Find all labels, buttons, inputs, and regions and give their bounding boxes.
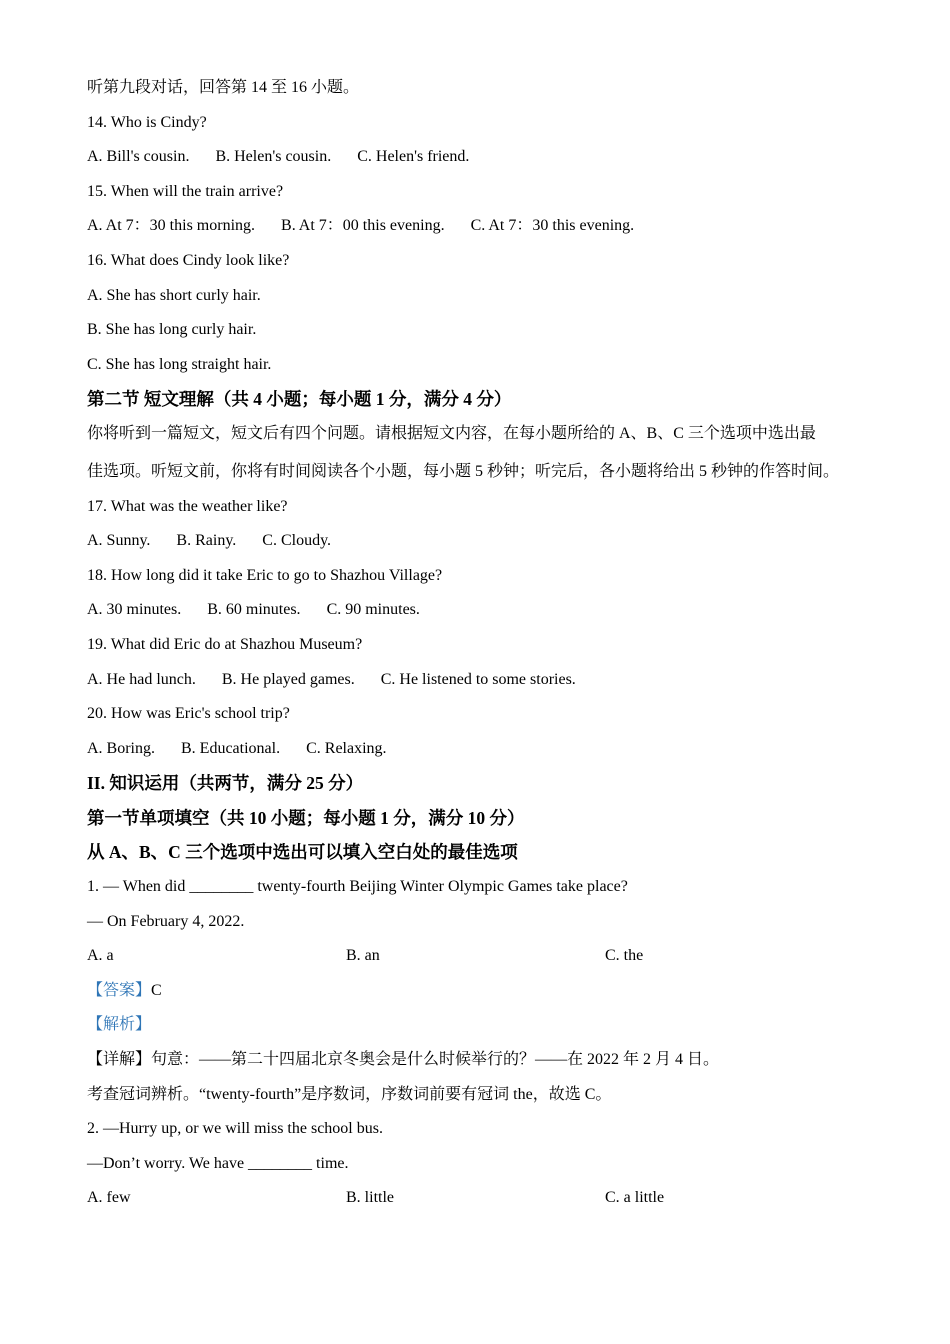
document-page bbox=[87, 78, 887, 1223]
analysis-tag: 【解析】 bbox=[87, 1016, 152, 1034]
option-c: C. Helen's friend. bbox=[357, 148, 470, 166]
option-b: B. At 7：00 this evening. bbox=[281, 217, 445, 235]
option-c: C. He listened to some stories. bbox=[380, 670, 576, 688]
question-15-options bbox=[87, 216, 887, 236]
knowledge-question-1: 1. — When did ________ twenty-fourth Beijing Winter Olympic Games take place? bbox=[87, 878, 628, 896]
section-heading: 第一节单项填空（共 10 小题；每小题 1 分，满分 10 分） bbox=[87, 807, 525, 828]
option-a: A. She has short curly hair. bbox=[87, 286, 261, 304]
answer-tag: 【答案】 bbox=[87, 981, 152, 999]
knowledge-question-2-options bbox=[87, 1188, 887, 1208]
option-a: A. Boring. bbox=[87, 739, 155, 757]
option-a: A. 30 minutes. bbox=[87, 601, 182, 619]
option-c: C. the bbox=[605, 947, 644, 965]
option-b: B. an bbox=[346, 947, 380, 965]
option-a: A. Sunny. bbox=[87, 532, 151, 550]
analysis-line bbox=[87, 1015, 887, 1035]
question-19-options bbox=[87, 670, 887, 690]
knowledge-question-1-options bbox=[87, 946, 887, 966]
question-18: 18. How long did it take Eric to go to Shazhou Village? bbox=[87, 566, 443, 584]
dialogue-reply: —Don’t worry. We have ________ time. bbox=[87, 1154, 349, 1172]
question-14: 14. Who is Cindy? bbox=[87, 113, 207, 131]
question-20-options bbox=[87, 739, 887, 759]
question-17: 17. What was the weather like? bbox=[87, 497, 288, 515]
detail-explanation: 考查冠词辨析。“twenty-fourth”是序数词，序数词前要有冠词 the，故选 C。 bbox=[87, 1085, 612, 1103]
option-a: A. a bbox=[87, 947, 114, 965]
answer-line bbox=[87, 981, 887, 1001]
option-b: B. little bbox=[346, 1189, 394, 1207]
section-instructions: 佳选项。听短文前，你将有时间阅读各个小题，每小题 5 秒钟；听完后，各小题将给出 5 秒钟的作答时间。 bbox=[87, 462, 840, 480]
option-c: C. 90 minutes. bbox=[326, 601, 420, 619]
knowledge-question-2: 2. —Hurry up, or we will miss the school bus. bbox=[87, 1120, 383, 1138]
question-18-options bbox=[87, 600, 887, 620]
option-c: C. She has long straight hair. bbox=[87, 355, 272, 373]
option-a: A. At 7：30 this morning. bbox=[87, 217, 256, 235]
option-b: B. She has long curly hair. bbox=[87, 321, 257, 339]
question-14-options bbox=[87, 147, 887, 167]
option-b: B. He played games. bbox=[221, 670, 355, 688]
option-b: B. 60 minutes. bbox=[207, 601, 301, 619]
option-b: B. Rainy. bbox=[176, 532, 237, 550]
option-a: A. He had lunch. bbox=[87, 670, 196, 688]
question-19: 19. What did Eric do at Shazhou Museum? bbox=[87, 635, 363, 653]
section-heading: 第二节 短文理解（共 4 小题；每小题 1 分，满分 4 分） bbox=[87, 389, 512, 410]
detail-explanation: 【详解】句意：——第二十四届北京冬奥会是什么时候举行的？——在 2022 年 2 月 4 日。 bbox=[87, 1051, 720, 1069]
dialogue-reply: — On February 4, 2022. bbox=[87, 912, 245, 930]
option-c: C. At 7：30 this evening. bbox=[470, 217, 635, 235]
option-b: B. Educational. bbox=[181, 739, 281, 757]
question-20: 20. How was Eric's school trip? bbox=[87, 705, 290, 723]
section-instructions: 你将听到一篇短文，短文后有四个问题。请根据短文内容，在每小题所给的 A、B、C 三个选项中选出最 bbox=[87, 424, 816, 442]
question-17-options bbox=[87, 531, 887, 551]
option-c: C. a little bbox=[605, 1189, 665, 1207]
section-instructions: 从 A、B、C 三个选项中选出可以填入空白处的最佳选项 bbox=[87, 842, 518, 863]
answer-value: C bbox=[151, 981, 162, 999]
option-c: C. Cloudy. bbox=[262, 532, 332, 550]
option-a: A. few bbox=[87, 1189, 131, 1207]
part-heading: II. 知识运用（共两节，满分 25 分） bbox=[87, 773, 364, 794]
option-b: B. Helen's cousin. bbox=[215, 148, 332, 166]
question-16: 16. What does Cindy look like? bbox=[87, 251, 290, 269]
question-15: 15. When will the train arrive? bbox=[87, 182, 284, 200]
option-a: A. Bill's cousin. bbox=[87, 148, 190, 166]
option-c: C. Relaxing. bbox=[306, 739, 387, 757]
section-intro: 听第九段对话，回答第 14 至 16 小题。 bbox=[87, 79, 360, 96]
